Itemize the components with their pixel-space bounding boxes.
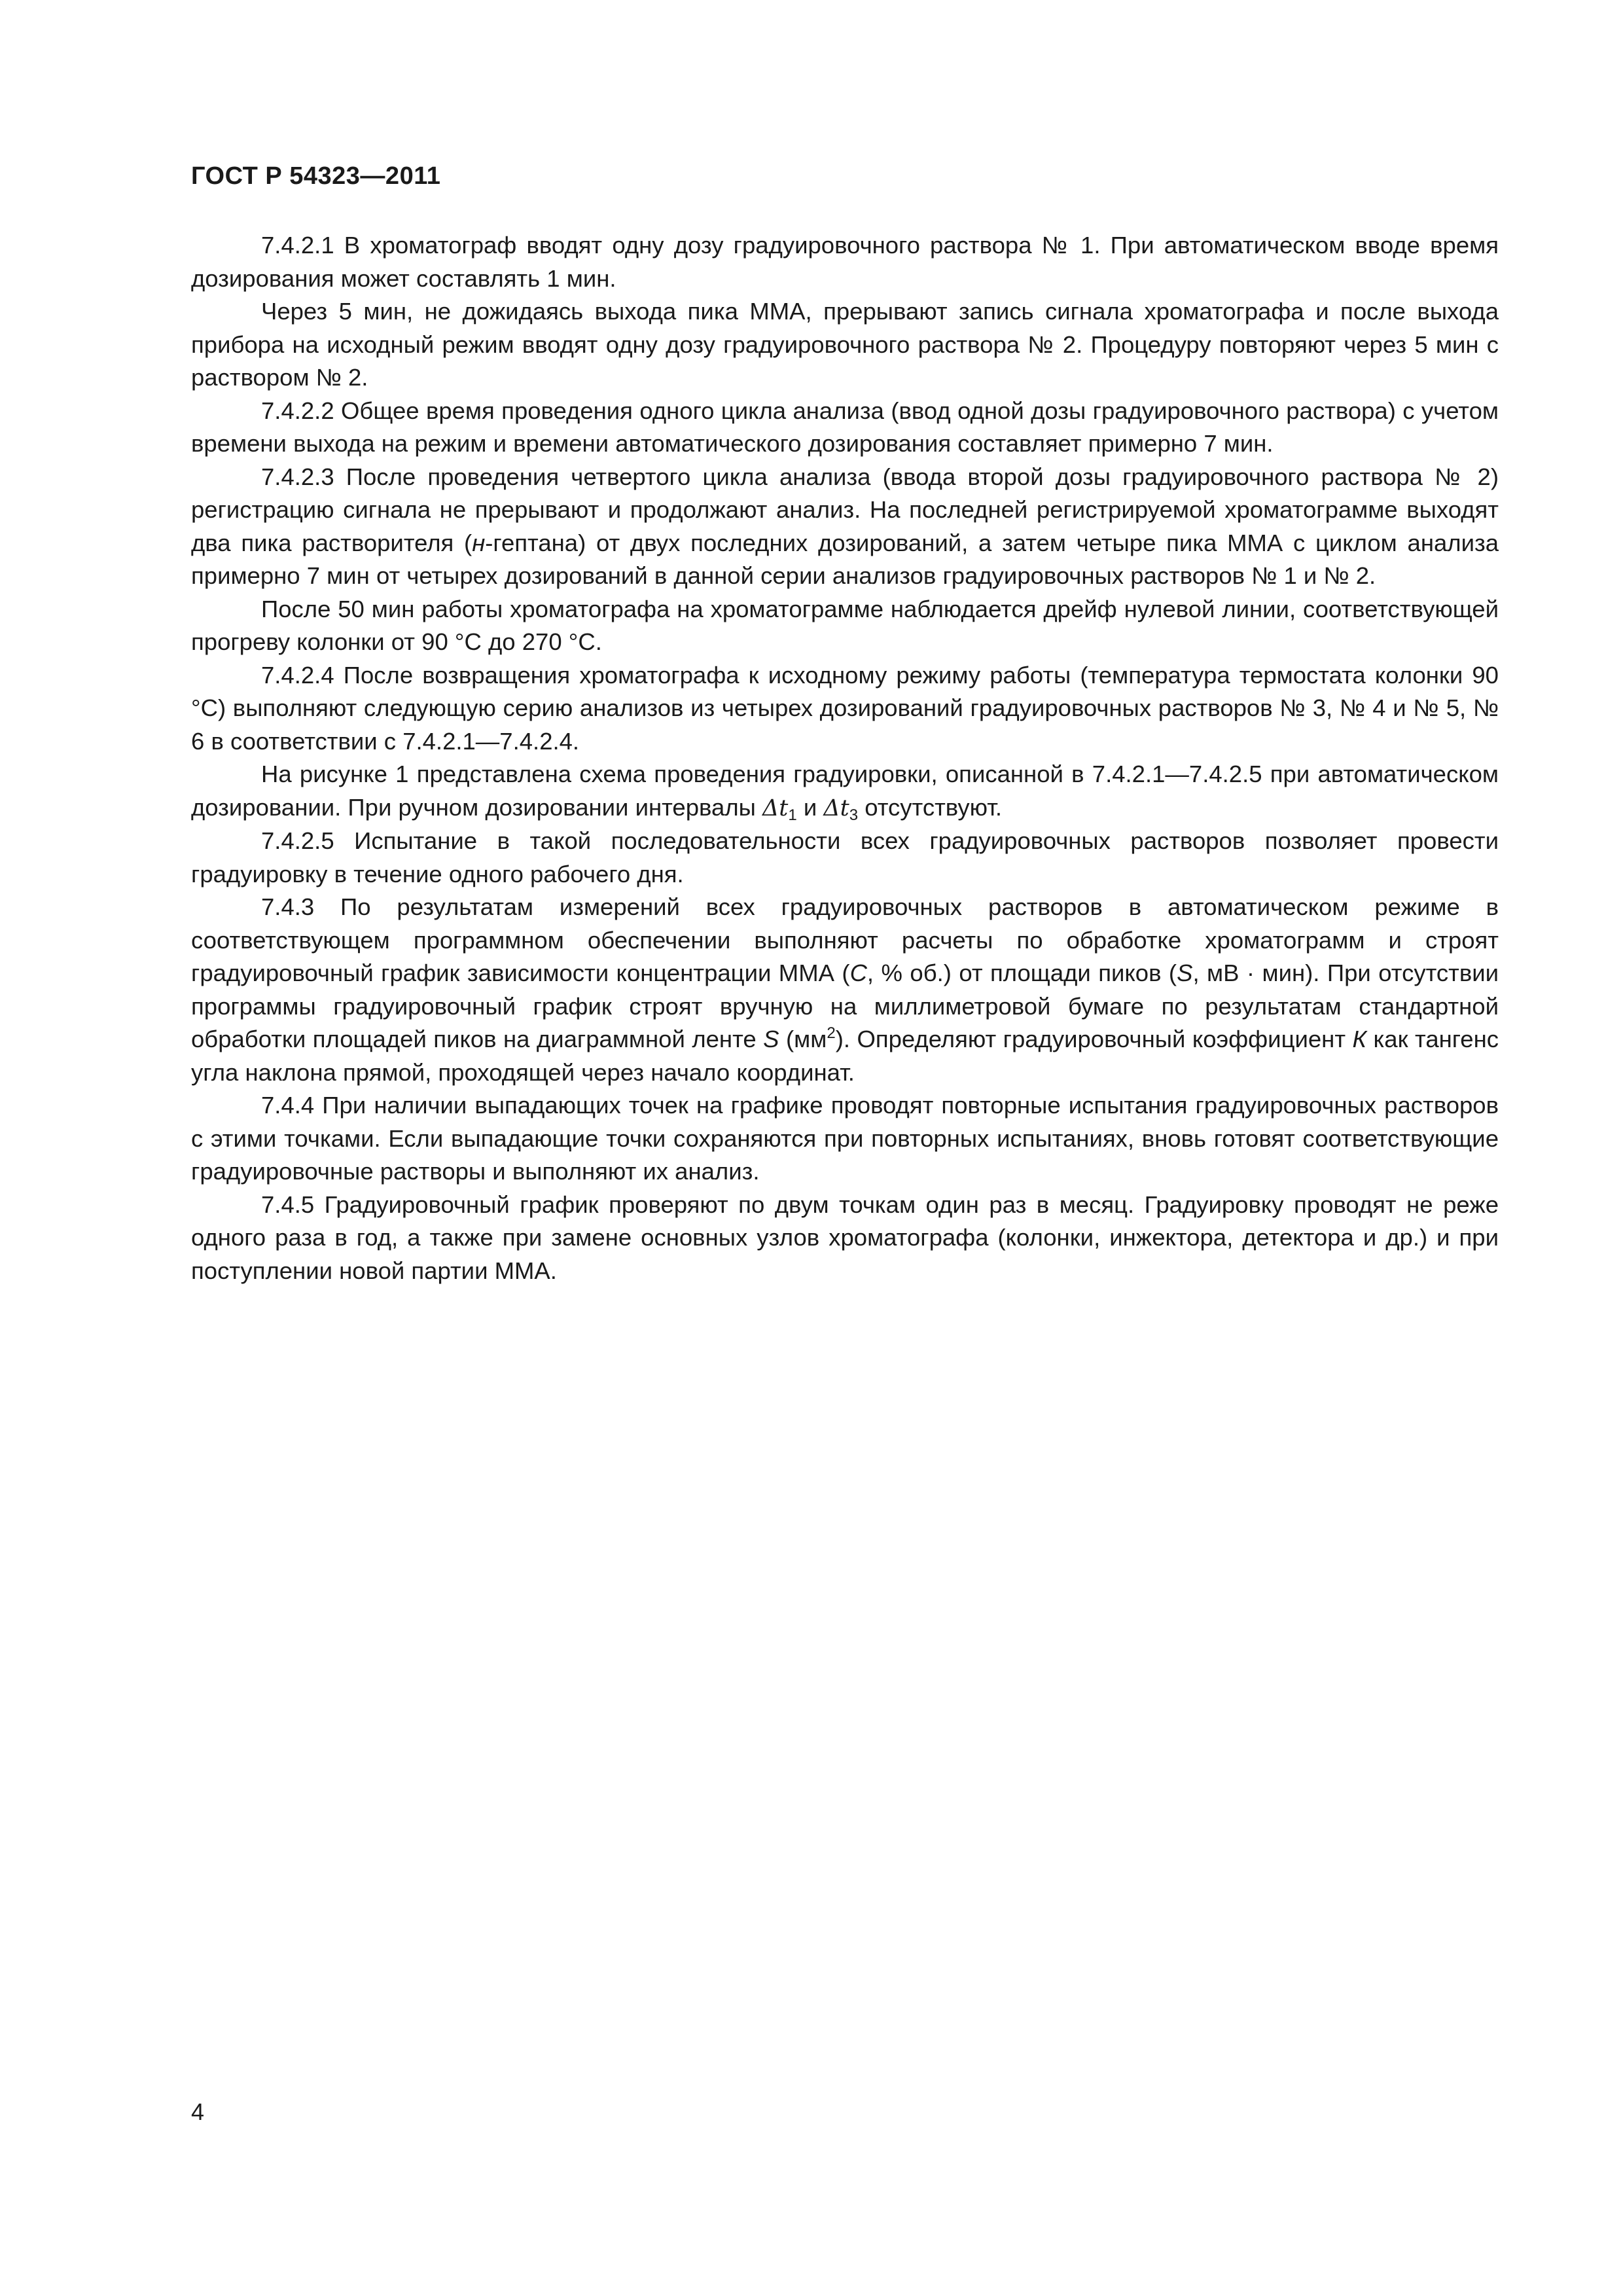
italic-prefix: н — [472, 529, 486, 556]
italic-symbol: К — [1352, 1026, 1367, 1052]
text-run: , % об.) от площади пиков ( — [866, 960, 1177, 986]
text-run: и — [796, 793, 824, 821]
text-run: 7.4.2.3 После проведения четвертого цикла анализа (ввода второй дозы градуировочного раствора № 2) регистрацию сигнала не прерывают и продолжают анализ. На последней регистрируемой хроматограмме выходят два пика растворителя ( — [191, 463, 1499, 556]
italic-symbol: S — [763, 1026, 779, 1052]
superscript: 2 — [827, 1024, 836, 1042]
text-run: как тангенс угла наклона прямой, проходящей через начало координат. — [191, 1026, 1499, 1086]
text-run: -гептана) от двух последних дозирований, а затем четыре пика ММА с циклом анализа примерно 7 мин от четырех дозирований в данной серии анализов градуировочных растворов № 1 и № 2. — [191, 529, 1499, 589]
text-run: ). Определяют градуировочный коэффициент — [835, 1026, 1353, 1052]
delta-t-symbol: Δt — [762, 795, 789, 821]
delta-t-symbol: Δt — [823, 795, 849, 821]
italic-symbol: S — [1177, 960, 1193, 986]
text-run: На рисунке 1 представлена схема проведения градуировки, описанной в 7.4.2.1—7.4.2.5 при автоматическом дозировании. При ручном дозировании интервалы — [191, 761, 1499, 821]
paragraph-7-4-2-3 — [191, 461, 1499, 593]
paragraph-7-4-3 — [191, 891, 1499, 1089]
paragraph-7-4-4: 7.4.4 При наличии выпадающих точек на графике проводят повторные испытания градуировочных растворов с этими точками. Если выпадающие точки сохраняются при повторных испытаниях, вновь готовят соответствующие градуировочные растворы и выполняют их анализ. — [191, 1092, 1499, 1185]
text-run: отсутствуют. — [858, 793, 1003, 821]
paragraph-7-4-2-1: 7.4.2.1 В хроматограф вводят одну дозу градуировочного раствора № 1. При автоматическом вводе время дозирования может составлять 1 мин. — [191, 232, 1499, 292]
text-run: 7.4.3 По результатам измерений всех градуировочных растворов в автоматическом режиме в соответствующем программном обеспечении выполняют расчеты по обработке хроматограмм и строят градуировочный график зависимости концентрации ММА ( — [191, 893, 1499, 986]
paragraph-7-4-5: 7.4.5 Градуировочный график проверяют по двум точкам один раз в месяц. Градуировку проводят не реже одного раза в год, а также при замене основных узлов хроматографа (колонки, инжектора, детектора и др.) и при поступлении новой партии ММА. — [191, 1191, 1499, 1284]
paragraph-7-4-2-4: 7.4.2.4 После возвращения хроматографа к исходному режиму работы (температура термостата колонки 90 °C) выполняют следующую серию анализов из четырех дозирований градуировочных растворов № 3, № 4 и № 5, № 6 в соответствии с 7.4.2.1—7.4.2.4. — [191, 661, 1499, 755]
text-run: (мм — [779, 1026, 827, 1052]
paragraph-figure-reference — [191, 758, 1499, 825]
paragraph-7-4-2-5: 7.4.2.5 Испытание в такой последовательности всех градуировочных растворов позволяет провести градуировку в течение одного рабочего дня. — [191, 827, 1499, 888]
subscript: 1 — [788, 806, 797, 824]
page-number: 4 — [191, 2098, 205, 2125]
italic-symbol: С — [849, 960, 867, 986]
text-run: , мВ · мин). При отсутствии программы градуировочный график строят вручную на миллиметровой бумаге по результатам стандартной обработки площадей пиков на диаграммной ленте — [191, 960, 1499, 1052]
paragraph-baseline-drift: После 50 мин работы хроматографа на хроматограмме наблюдается дрейф нулевой линии, соответствующей прогреву колонки от 90 °C до 270 °C. — [191, 595, 1499, 655]
document-code-header: ГОСТ Р 54323—2011 — [191, 162, 441, 190]
paragraph-7-4-2-2: 7.4.2.2 Общее время проведения одного цикла анализа (ввод одной дозы градуировочного раствора) с учетом времени выхода на режим и времени автоматического дозирования составляет примерно 7 мин. — [191, 397, 1499, 457]
subscript: 3 — [849, 806, 859, 824]
document-body — [191, 229, 1499, 1287]
paragraph-7-4-2-1-continued: Через 5 мин, не дожидаясь выхода пика ММА, прерывают запись сигнала хроматографа и после выхода прибора на исходный режим вводят одну дозу градуировочного раствора № 2. Процедуру повторяют через 5 мин с раствором № 2. — [191, 298, 1499, 391]
